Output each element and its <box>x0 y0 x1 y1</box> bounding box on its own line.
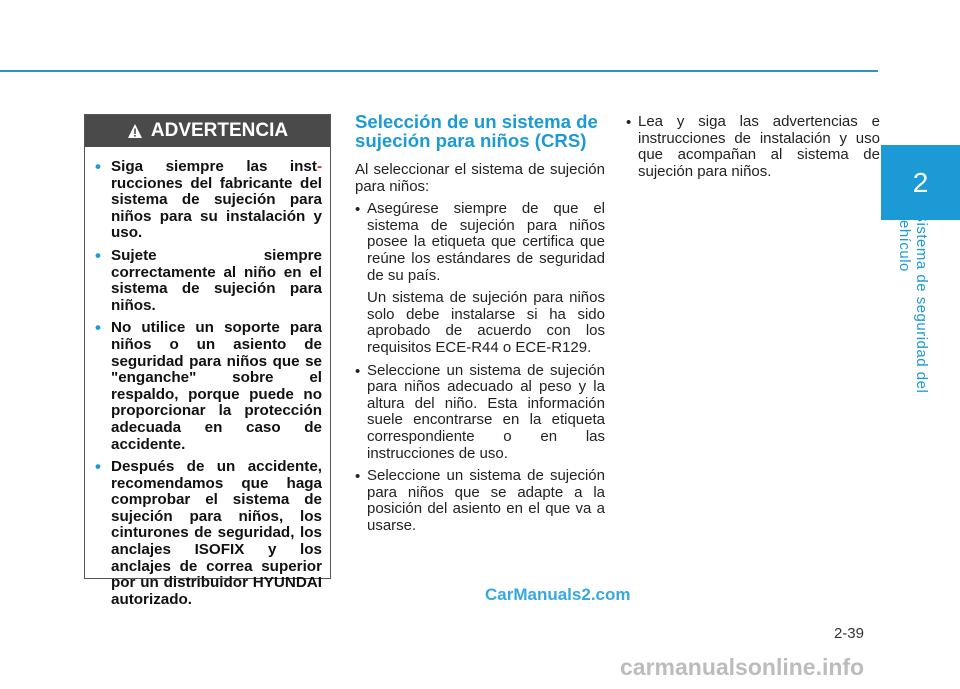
warning-item: • Siga siempre las inst-rucciones del fabricante del sistema de sujeción para niños para su instalación y uso. <box>95 159 322 242</box>
footer-watermark[interactable]: carmanualsonline.info <box>620 654 865 680</box>
right-bullet-list <box>626 114 880 180</box>
chapter-tab[interactable] <box>881 145 960 220</box>
list-item: • Seleccione un sistema de sujeción para niños que se adapte a la posición del asiento en el que va a usarse. <box>355 468 605 534</box>
warning-box <box>84 114 331 608</box>
chapter-label: Sistema de seguridad del vehículo <box>896 212 930 394</box>
main-bullet-list <box>355 201 605 534</box>
main-column <box>355 112 605 540</box>
warning-header <box>85 115 330 147</box>
page-number: 2-39 <box>833 625 864 642</box>
section-heading: Selección de un sistema de sujeción para niños (CRS) <box>355 111 598 151</box>
warning-item: • Después de un accidente, recomendamos que haga comprobar el sistema de sujeción para niños, los cinturones de seguridad, los anclajes ISOFIX y los anclajes de correa superior por un distribuidor HYUNDAI autorizado. <box>95 459 322 608</box>
warning-list <box>85 147 330 608</box>
list-item: • Asegúrese siempre de que el sistema de sujeción para niños posee la etiqueta que certifica que reúne los estándares de seguridad de su país. Un sistema de sujeción para niños solo debe instalarse si ha sido aprobado de acuerdo con los requisitos ECE-R44 o ECE-R129. <box>355 201 605 356</box>
warning-item: • Sujete siempre correctamente al niño en el sistema de sujeción para niños. <box>95 248 322 314</box>
intro-text: Al seleccionar el sistema de sujeción para niños: <box>355 161 605 195</box>
list-item: • Seleccione un sistema de sujeción para niños adecuado al peso y la altura del niño. Esta información suele encontrarse en la etiqueta correspondiente o en las instrucciones de uso. <box>355 363 605 463</box>
list-item: • Lea y siga las advertencias e instrucciones de instalación y uso que acompañan al sistema de sujeción para niños. <box>626 114 880 180</box>
warning-title: ADVERTENCIA <box>150 120 289 141</box>
hyphen-mark: - <box>316 158 322 175</box>
site-watermark[interactable]: CarManuals2.com <box>485 585 631 604</box>
warning-item: • No utilice un soporte para niños o un asiento de seguridad para niños que se "enganche" sobre el respaldo, porque puede no proporcionar la protección adecuada en caso de accidente. <box>95 320 322 453</box>
warning-triangle-icon <box>127 123 143 139</box>
top-rule <box>0 70 878 72</box>
list-item-note: Un sistema de sujeción para niños solo debe instalarse si ha sido aprobado de acuerdo con los requisitos ECE-R44 o ECE-R129. <box>367 289 605 356</box>
right-column <box>626 114 880 186</box>
chapter-number: 2 <box>912 166 929 198</box>
